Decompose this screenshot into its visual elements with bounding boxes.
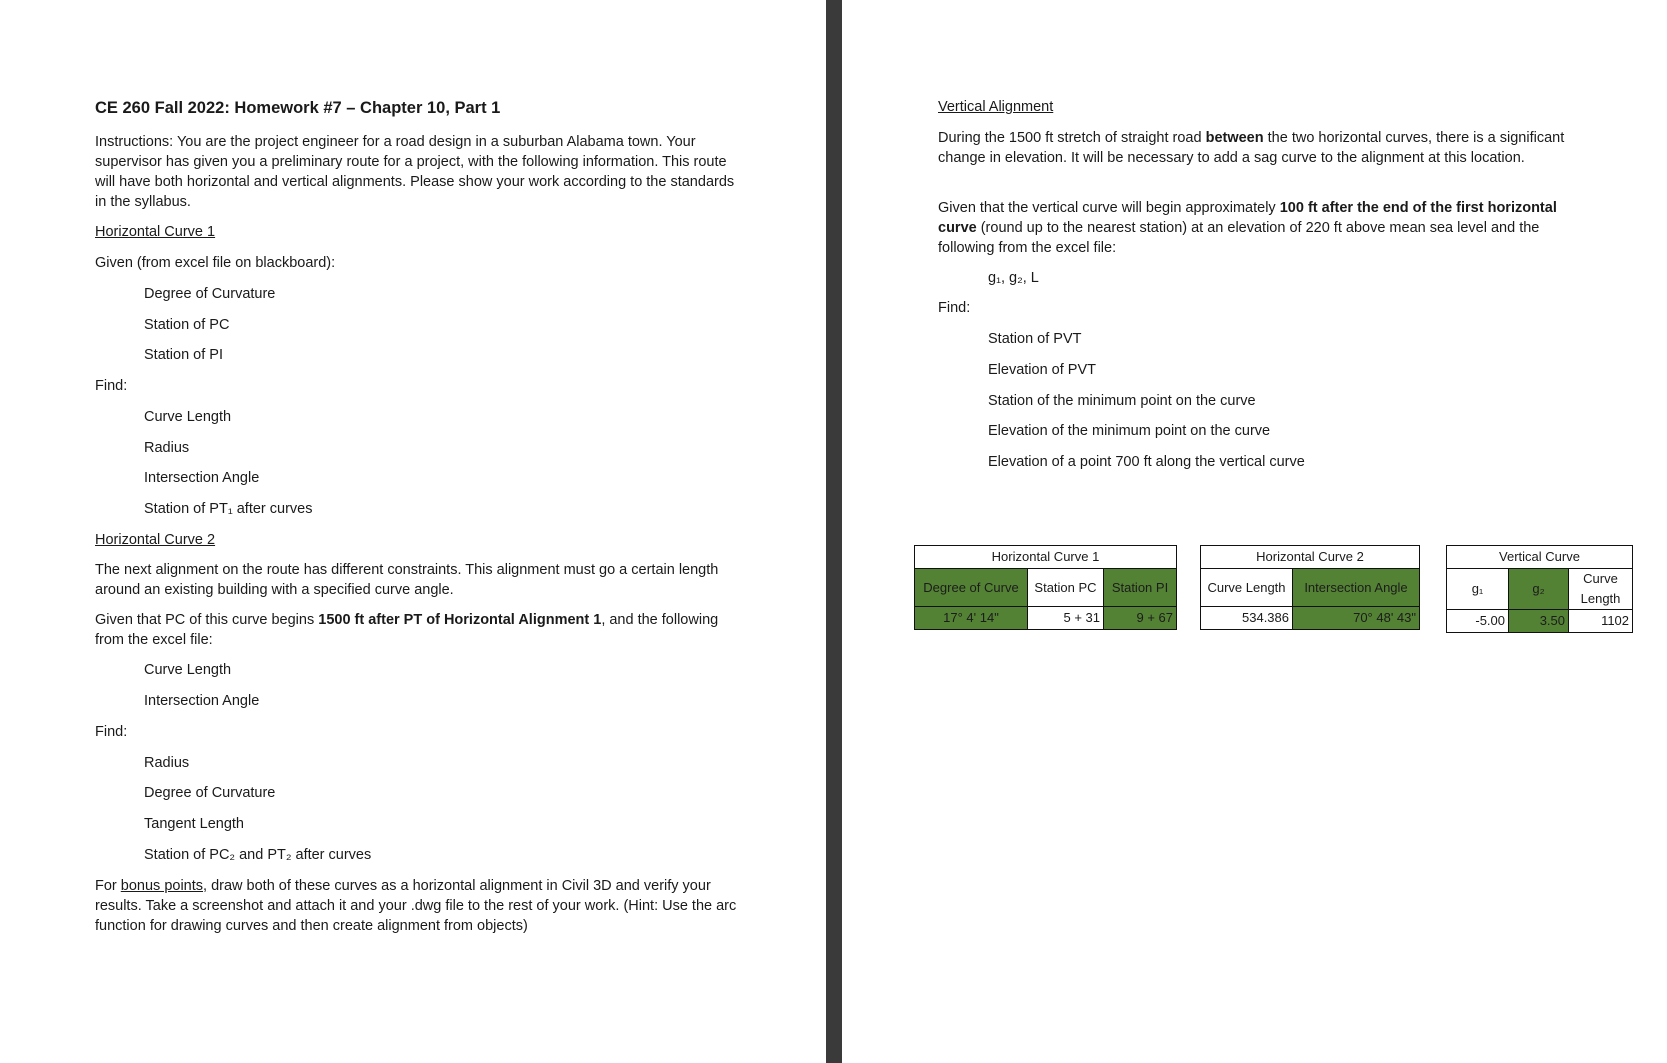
vc-value-curve-length: 1102 xyxy=(1569,610,1633,633)
va-p1-pre: During the 1500 ft stretch of straight road xyxy=(938,130,1206,146)
hc2-given-item: Intersection Angle xyxy=(144,693,260,709)
hc1-header-degree: Degree of Curve xyxy=(915,569,1028,607)
hc1-find-item: Radius xyxy=(144,440,190,456)
page-divider xyxy=(826,0,842,1063)
hc1-value-degree: 17° 4' 14" xyxy=(915,607,1028,630)
hc2-header-curve-length: Curve Length xyxy=(1201,569,1293,607)
va-p2-post: (round up to the nearest station) at an elevation of 220 ft above mean sea level and the following from the excel file: xyxy=(938,220,1540,256)
hc2-heading: Horizontal Curve 2 xyxy=(95,532,216,548)
va-find-item: Station of the minimum point on the curve xyxy=(988,393,1256,409)
hc1-heading: Horizontal Curve 1 xyxy=(95,224,216,240)
hc1-value-station-pi: 9 + 67 xyxy=(1104,607,1177,630)
vc-header-g2: g₂ xyxy=(1509,569,1569,610)
page-title: CE 260 Fall 2022: Homework #7 – Chapter 10, Part 1 xyxy=(95,99,501,117)
hc2-find-item: Degree of Curvature xyxy=(144,785,276,801)
hc1-value-station-pc: 5 + 31 xyxy=(1028,607,1104,630)
hc1-given-item: Station of PC xyxy=(144,317,230,333)
hc2-table-title: Horizontal Curve 2 xyxy=(1201,546,1420,569)
bonus-pre: For xyxy=(95,878,121,894)
hc2-find-item: Station of PC₂ and PT₂ after curves xyxy=(144,847,372,863)
va-find-item: Station of PVT xyxy=(988,331,1082,347)
bonus-post: draw both of these curves as a horizontal alignment in Civil 3D and verify your results. Take a screenshot and attach it and your .dwg file to the rest of your work. (Hint: Use the arc function for drawing curves and then create alignment from objects) xyxy=(95,878,737,934)
left-page xyxy=(0,0,826,1063)
hc1-find-item: Station of PT₁ after curves xyxy=(144,501,313,517)
hc2-find-item: Tangent Length xyxy=(144,816,244,832)
hc1-find-item: Curve Length xyxy=(144,409,232,425)
hc2-value-intersection-angle: 70° 48' 43" xyxy=(1293,607,1420,630)
va-paragraph-1 xyxy=(938,128,1578,168)
va-p1-post: the two horizontal curves, there is a significant change in elevation. It will be necessary to add a sag curve to the alignment at this location. xyxy=(938,130,1565,166)
vertical-alignment-heading: Vertical Alignment xyxy=(938,99,1054,115)
vc-table-title: Vertical Curve xyxy=(1447,546,1633,569)
vc-value-g2: 3.50 xyxy=(1509,610,1569,633)
hc2-data-table xyxy=(1200,545,1420,630)
hc2-given-bold: 1500 ft after PT of Horizontal Alignment 1 xyxy=(318,612,602,628)
hc2-given-pre: Given that PC of this curve begins xyxy=(95,612,319,628)
hc1-header-station-pi: Station PI xyxy=(1104,569,1177,607)
hc1-header-station-pc: Station PC xyxy=(1028,569,1104,607)
va-find-item: Elevation of a point 700 ft along the vertical curve xyxy=(988,454,1305,470)
va-p2-bold: 100 ft after the end of the first horizontal curve xyxy=(938,200,1557,236)
vc-header-curve-length: Curve Length xyxy=(1569,569,1633,610)
va-find-label: Find: xyxy=(938,300,971,316)
va-p2-pre: Given that the vertical curve will begin approximately xyxy=(938,200,1280,216)
hc2-description: The next alignment on the route has different constraints. This alignment must go a certain length around an existing building with a specified curve angle. xyxy=(95,562,719,598)
va-find-item: Elevation of the minimum point on the curve xyxy=(988,423,1271,439)
va-paragraph-2 xyxy=(938,198,1583,258)
hc2-value-curve-length: 534.386 xyxy=(1201,607,1293,630)
hc2-header-intersection-angle: Intersection Angle xyxy=(1293,569,1420,607)
hc2-find-item: Radius xyxy=(144,755,190,771)
hc2-find-label: Find: xyxy=(95,724,128,740)
hc1-find-item: Intersection Angle xyxy=(144,470,260,486)
va-p1-bold: between xyxy=(1205,130,1264,146)
bonus-paragraph xyxy=(95,876,740,936)
hc1-given-item: Degree of Curvature xyxy=(144,286,276,302)
va-find-item: Elevation of PVT xyxy=(988,362,1096,378)
hc2-given-paragraph xyxy=(95,610,735,650)
hc1-table-title: Horizontal Curve 1 xyxy=(915,546,1177,569)
instructions-paragraph: Instructions: You are the project engineer for a road design in a suburban Alabama town. Your supervisor has given you a preliminary route for a project, with the following information. This route will have both horizontal and vertical alignments. Please show your work according to the standards in the syllabus. xyxy=(95,134,735,210)
vc-header-g1: g₁ xyxy=(1447,569,1509,610)
hc1-find-label: Find: xyxy=(95,378,128,394)
hc1-given-label: Given (from excel file on blackboard): xyxy=(95,255,336,271)
hc2-given-post: , and the following from the excel file: xyxy=(95,612,719,648)
right-page xyxy=(842,0,1667,1063)
bonus-points-link[interactable]: bonus points, xyxy=(120,878,208,894)
hc2-given-item: Curve Length xyxy=(144,662,232,678)
hc1-data-table xyxy=(914,545,1177,630)
vc-value-g1: -5.00 xyxy=(1447,610,1509,633)
va-given-line: g₁, g₂, L xyxy=(988,270,1039,286)
hc1-given-item: Station of PI xyxy=(144,347,223,363)
vc-data-table xyxy=(1446,545,1633,633)
